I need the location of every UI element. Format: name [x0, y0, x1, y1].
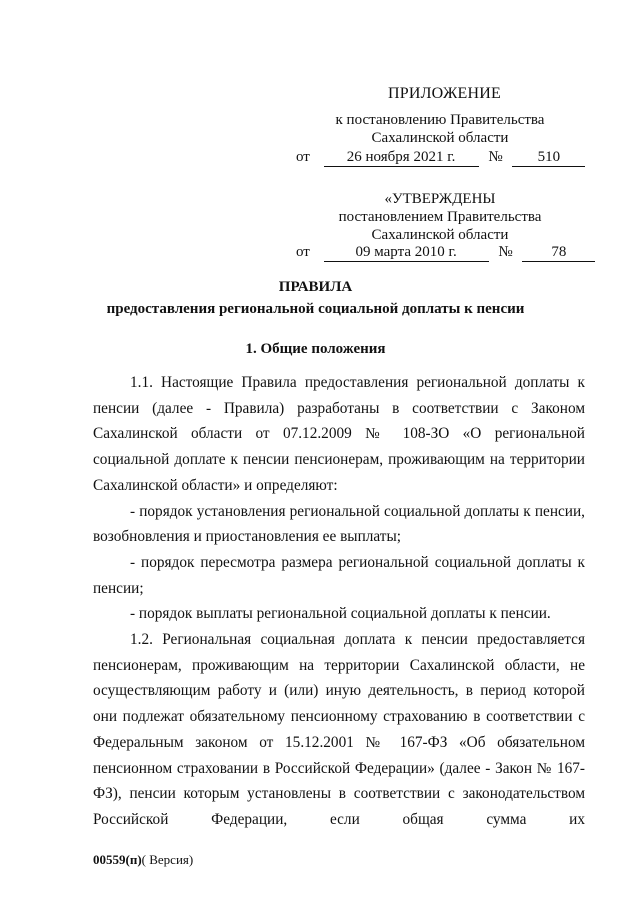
decree-line-1: к постановлению Правительства: [335, 112, 545, 128]
list-item-payment: - порядок выплаты региональной социальной доплаты к пенсии.: [130, 605, 551, 623]
paragraph-1-2: 1.2. Региональная социальная доплата к пенсии предоставляется пенсионерам, проживающим на территории Сахалинской области, не осуществляющим работу и (или) иную деятельность, в период которой они подлежат обязательному пенсионному страхованию в соответствии с Федеральным законом от 15.12.2001 № 167-ФЗ «Об обязательном пенсионном страховании в Российской Федерации» (далее - Закон № 167-ФЗ), пенсии которым установлены в соответствии с законодательством Российской Федерации, если общая сумма их: [93, 631, 585, 828]
list-item-establishment: - порядок установления региональной социальной доплаты к пенсии, возобновления и приостановления ее выплаты;: [93, 502, 585, 546]
list-item-revision: - порядок пересмотра размера региональной социальной доплаты к пенсии;: [93, 553, 585, 597]
approved-line-1: постановлением Правительства: [338, 209, 542, 225]
approved-line-2: Сахалинской области: [371, 227, 509, 243]
approved-title: «УТВЕРЖДЕНЫ: [384, 191, 496, 207]
number-prefix: №: [488, 149, 503, 165]
decree-date-number: [296, 148, 585, 167]
paragraph-1-1: 1.1. Настоящие Правила предоставления региональной доплаты к пенсии (далее - Правила) разработаны в соответствии с Законом Сахалинской области от 07.12.2009 № 108-ЗО «О региональной социальной доплате к пенсии пенсионерам, проживающим на территории Сахалинской области» и определяют:: [93, 374, 585, 494]
decree-reference: [290, 111, 590, 147]
approved-block: [290, 190, 590, 244]
approved-number: 78: [522, 244, 595, 262]
document-subtitle: предоставления региональной социальной доплаты к пенсии: [106, 301, 525, 317]
decree-line-2: Сахалинской области: [371, 130, 509, 146]
approved-date: 09 марта 2010 г.: [324, 244, 489, 262]
date-prefix: от: [296, 149, 310, 165]
appendix-title: ПРИЛОЖЕНИЕ: [388, 85, 502, 102]
section-title: 1. Общие положения: [245, 341, 386, 357]
document-title: ПРАВИЛА: [278, 279, 353, 295]
number-prefix: №: [498, 244, 513, 260]
document-code: 00559(п): [93, 852, 142, 867]
document-version: ( Версия): [141, 852, 194, 867]
approved-date-number: [296, 243, 595, 262]
document-body: [93, 370, 585, 833]
footer-code: [93, 852, 193, 868]
decree-number: 510: [512, 149, 585, 167]
date-prefix: от: [296, 244, 310, 260]
decree-date: 26 ноября 2021 г.: [324, 149, 479, 167]
